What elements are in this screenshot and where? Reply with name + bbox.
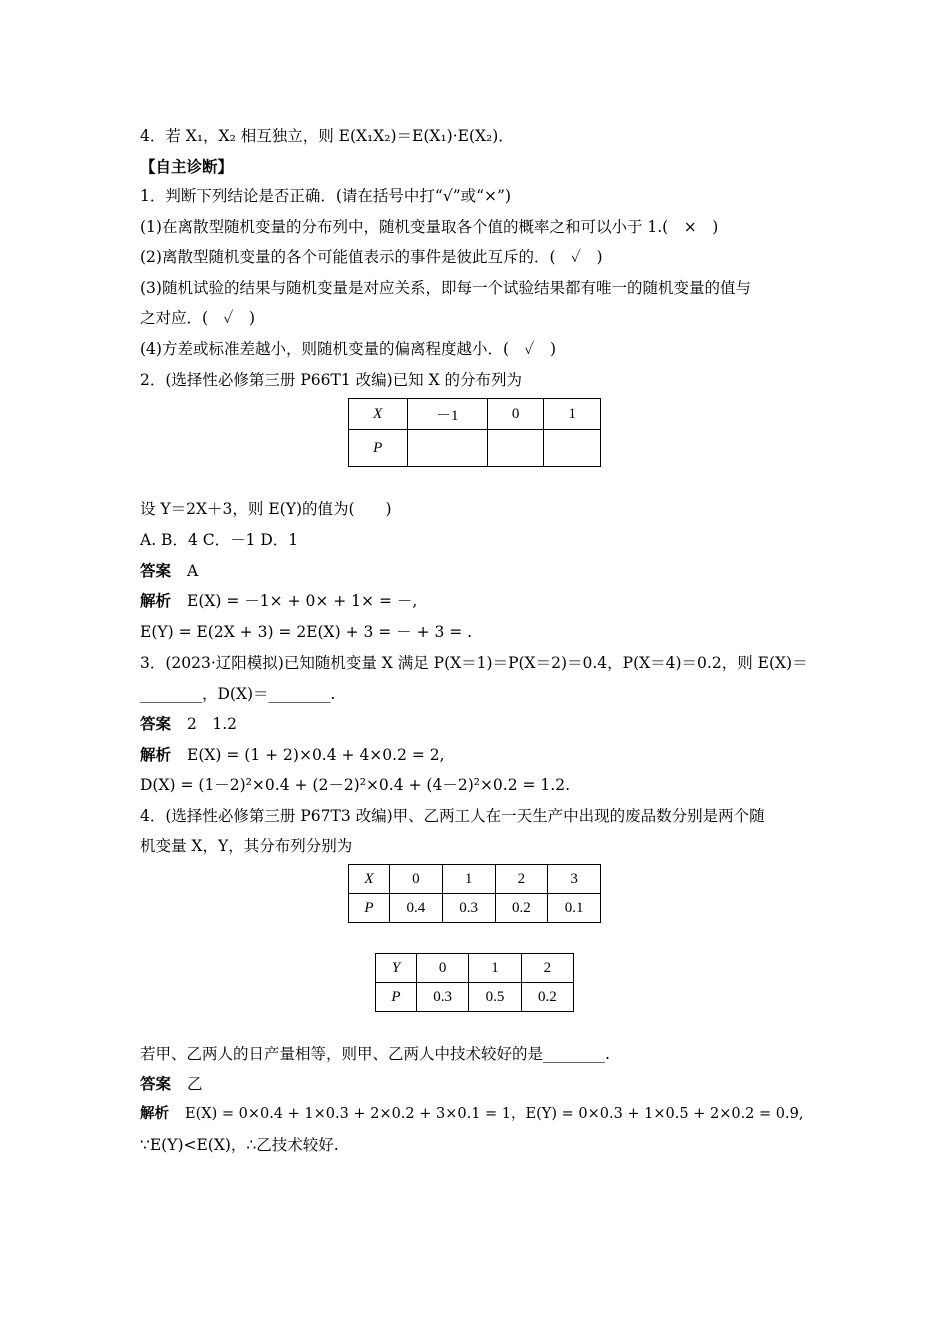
- table-cell: X: [349, 865, 390, 894]
- question-3: 3．(2023·辽阳模拟)已知随机变量 X 满足 P(X＝1)＝P(X＝2)＝0.4，P(X＝4)＝0.2，则 E(X)＝: [140, 654, 808, 672]
- property-4: 4．若 X₁，X₂ 相互独立，则 E(X₁X₂)＝E(X₁)·E(X₂)．: [140, 127, 514, 145]
- question-2: 2．(选择性必修第三册 P66T1 改编)已知 X 的分布列为: [140, 371, 523, 389]
- distribution-table-y: [375, 953, 574, 1012]
- question-1: 1．判断下列结论是否正确．(请在括号中打“√”或“×”): [140, 187, 512, 205]
- question-4-stem: 若甲、乙两人的日产量相等，则甲、乙两人中技术较好的是________.: [140, 1045, 610, 1063]
- table-cell: －1: [407, 399, 487, 430]
- answer-value: A: [187, 562, 199, 580]
- answer-2: [140, 560, 198, 582]
- answer-3: [140, 713, 237, 735]
- table-cell: 0.3: [442, 894, 495, 923]
- table-cell: 0.5: [469, 983, 521, 1012]
- table-cell: [544, 430, 601, 467]
- analysis-2-cont: E(Y) = E(2X + 3) = 2E(X) + 3 = － + 3 = .: [140, 623, 473, 641]
- answer-label: 答案: [140, 1075, 172, 1093]
- analysis-2: [140, 590, 417, 612]
- table-cell: 0: [390, 865, 443, 894]
- table-cell: 3: [548, 865, 601, 894]
- answer-4: [140, 1073, 203, 1095]
- table-cell: 0.2: [521, 983, 573, 1012]
- table-cell: 0.2: [495, 894, 548, 923]
- statement-1: (1)在离散型随机变量的分布列中，随机变量取各个值的概率之和可以小于 1.( × ): [140, 218, 719, 236]
- question-2-options: A. B．4 C．－1 D．1: [140, 531, 299, 549]
- distribution-table-x: [348, 398, 601, 467]
- question-4: 4．(选择性必修第三册 P67T3 改编)甲、乙两工人在一天生产中出现的废品数分别是两个随: [140, 807, 765, 825]
- table-cell: 0: [417, 954, 469, 983]
- analysis-value: E(X) = 0×0.4 + 1×0.3 + 2×0.2 + 3×0.1 = 1，E(Y) = 0×0.3 + 1×0.5 + 2×0.2 = 0.9,: [185, 1106, 804, 1122]
- table-cell: Y: [376, 954, 417, 983]
- statement-4: (4)方差或标准差越小，则随机变量的偏离程度越小．( ✓ ): [140, 340, 557, 358]
- analysis-label: 解析: [140, 746, 172, 764]
- analysis-label: 解析: [140, 1106, 169, 1122]
- question-2-stem: 设 Y＝2X＋3，则 E(Y)的值为( ): [140, 500, 392, 518]
- answer-value: 乙: [187, 1075, 203, 1093]
- answer-value: 2 1.2: [187, 715, 238, 733]
- analysis-value: E(X) = (1 + 2)×0.4 + 4×0.2 = 2,: [187, 746, 445, 764]
- table-cell: 0.4: [390, 894, 443, 923]
- table-cell: 0.1: [548, 894, 601, 923]
- answer-label: 答案: [140, 715, 172, 733]
- analysis-4-cont: ∵E(Y)<E(X)，∴乙技术较好.: [140, 1136, 339, 1154]
- statement-3-cont: 之对应．( ✓ ): [140, 309, 256, 327]
- analysis-3: [140, 744, 445, 766]
- table-cell: P: [349, 430, 408, 467]
- table-cell: 1: [469, 954, 521, 983]
- table-cell: X: [349, 399, 408, 430]
- question-4-cont: 机变量 X，Y，其分布列分别为: [140, 837, 353, 855]
- distribution-table-x2: [348, 864, 601, 923]
- table-cell: 0.3: [417, 983, 469, 1012]
- answer-label: 答案: [140, 562, 172, 580]
- table-cell: [407, 430, 487, 467]
- table-cell: 2: [495, 865, 548, 894]
- question-3-blanks: ________，D(X)＝________.: [140, 685, 336, 703]
- table-cell: 2: [521, 954, 573, 983]
- analysis-value: E(X) = －1× + 0× + 1× = －,: [187, 592, 418, 610]
- statement-2: (2)离散型随机变量的各个可能值表示的事件是彼此互斥的．( ✓ ): [140, 248, 603, 266]
- analysis-3-cont: D(X) = (1－2)²×0.4 + (2－2)²×0.4 + (4－2)²×0.2 = 1.2.: [140, 776, 571, 794]
- table-cell: 0: [487, 399, 544, 430]
- table-cell: P: [349, 894, 390, 923]
- analysis-4: [140, 1103, 803, 1125]
- section-heading: 【自主诊断】: [140, 158, 234, 176]
- table-cell: P: [376, 983, 417, 1012]
- statement-3: (3)随机试验的结果与随机变量是对应关系，即每一个试验结果都有唯一的随机变量的值与: [140, 279, 751, 297]
- table-cell: 1: [442, 865, 495, 894]
- analysis-label: 解析: [140, 592, 172, 610]
- table-cell: [487, 430, 544, 467]
- table-cell: 1: [544, 399, 601, 430]
